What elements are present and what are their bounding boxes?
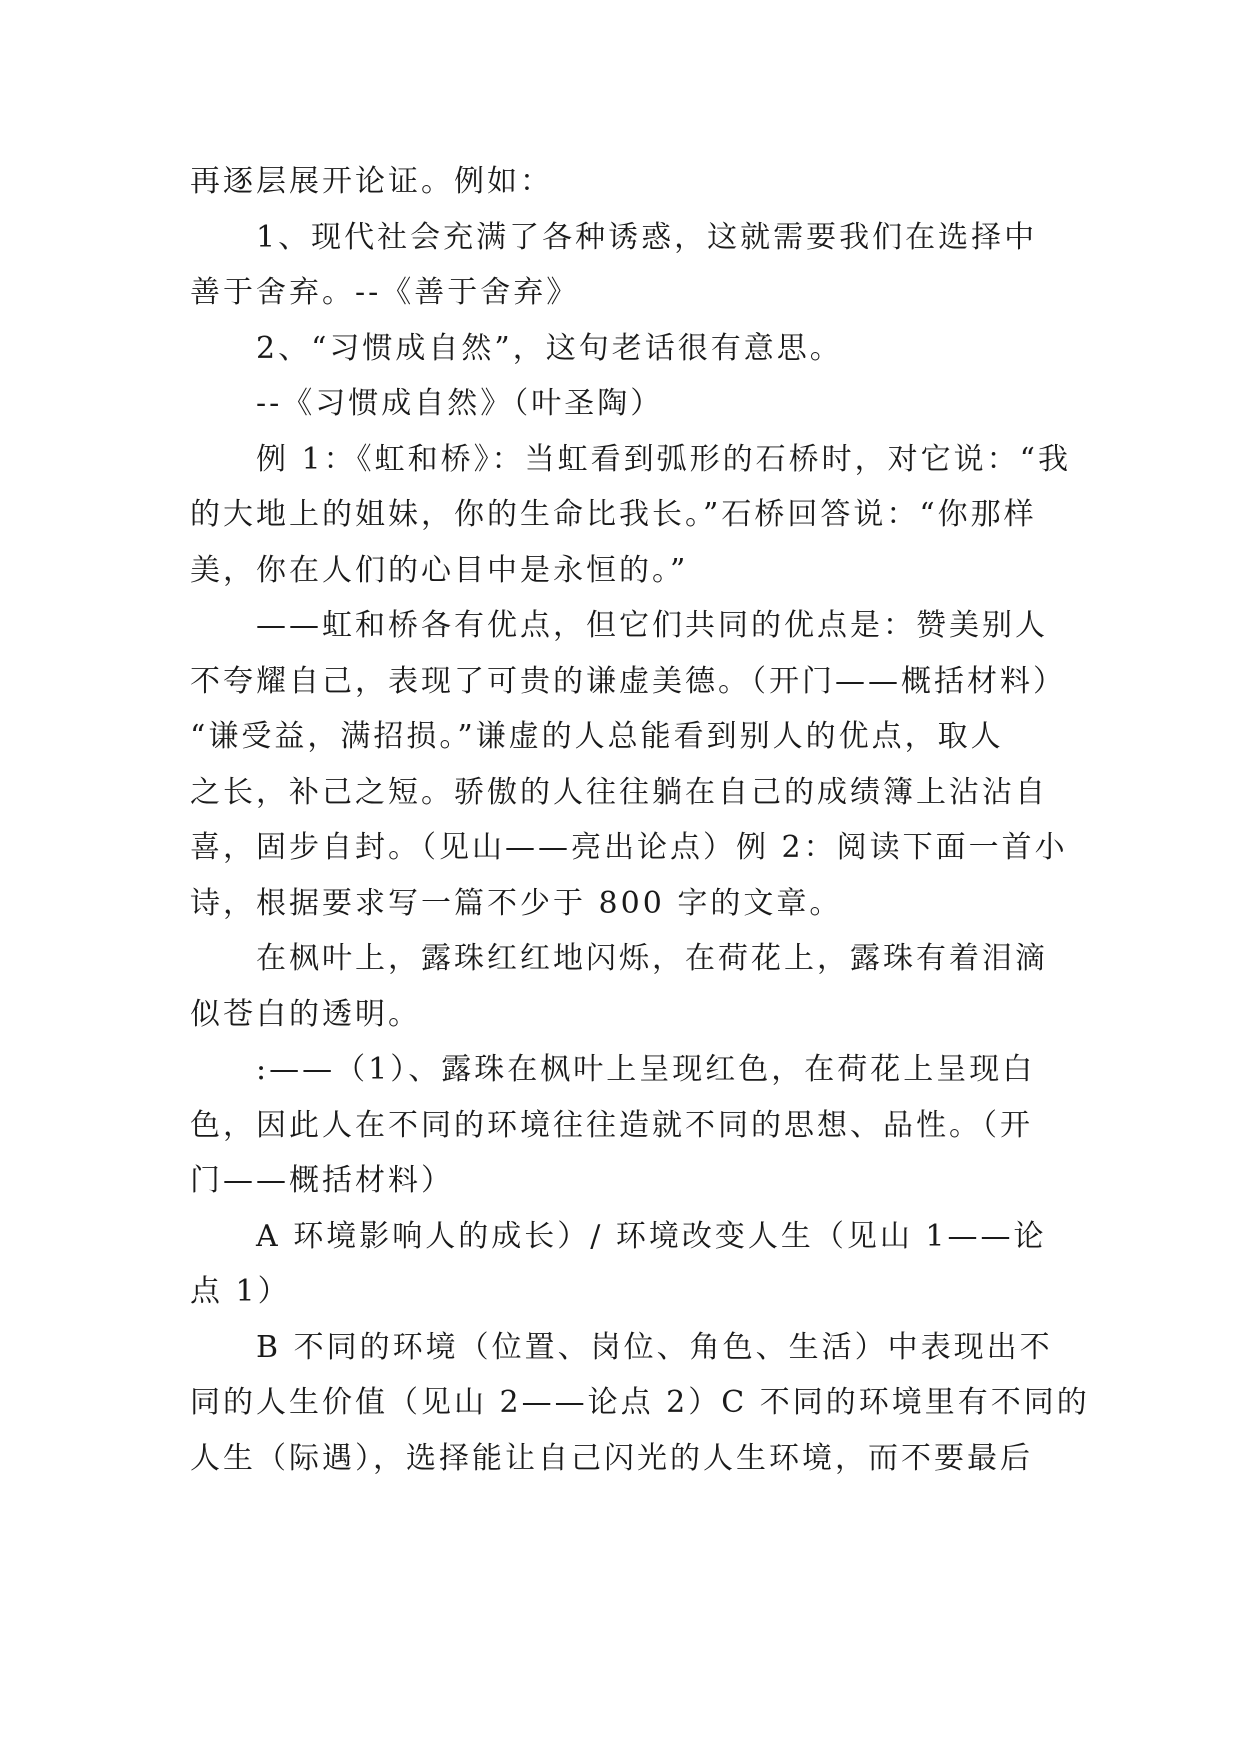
text-line: 在枫叶上，露珠红红地闪烁，在荷花上，露珠有着泪滴 — [256, 941, 1048, 976]
text-line: 点 1） — [190, 1274, 291, 1309]
text-line: 的大地上的姐妹，你的生命比我长。”石桥回答说：“你那样 — [190, 497, 1037, 532]
text-line: --《习惯成自然》（叶圣陶） — [256, 386, 664, 421]
text-line: 诗，根据要求写一篇不少于 800 字的文章。 — [190, 886, 843, 921]
text-line: 例 1：《虹和桥》：当虹看到弧形的石桥时，对它说：“我 — [256, 442, 1071, 477]
text-line: B 不同的环境（位置、岗位、角色、生活）中表现出不 — [256, 1330, 1053, 1365]
text-line: 同的人生价值（见山 2——论点 2）C 不同的环境里有不同的 — [190, 1385, 1090, 1420]
text-line: “谦受益，满招损。”谦虚的人总能看到别人的优点，取人 — [190, 719, 1004, 754]
text-line: 不夸耀自己，表现了可贵的谦虚美德。（开门——概括材料） — [190, 664, 1066, 699]
text-line: 1、现代社会充满了各种诱惑，这就需要我们在选择中 — [256, 220, 1038, 255]
text-line: 色，因此人在不同的环境往往造就不同的思想、品性。（开 — [190, 1108, 1033, 1143]
text-line: :——（1）、露珠在枫叶上呈现红色，在荷花上呈现白 — [256, 1052, 1036, 1087]
text-line: ——虹和桥各有优点，但它们共同的优点是：赞美别人 — [256, 608, 1048, 643]
text-line: A 环境影响人的成长）/ 环境改变人生（见山 1——论 — [256, 1219, 1047, 1254]
text-line: 再逐层展开论证。例如： — [190, 164, 553, 199]
text-line: 喜，固步自封。（见山——亮出论点）例 2：阅读下面一首小 — [190, 830, 1068, 865]
text-line: 门——概括材料） — [190, 1163, 454, 1198]
text-line: 美，你在人们的心目中是永恒的。” — [190, 553, 689, 588]
text-line: 似苍白的透明。 — [190, 997, 421, 1032]
text-line: 之长，补己之短。骄傲的人往往躺在自己的成绩簿上沾沾自 — [190, 775, 1048, 810]
text-line: 善于舍弃。--《善于舍弃》 — [190, 275, 580, 310]
text-line: 人生（际遇），选择能让自己闪光的人生环境，而不要最后 — [190, 1441, 1033, 1476]
text-line: 2、“习惯成自然”，这句老话很有意思。 — [256, 331, 843, 366]
